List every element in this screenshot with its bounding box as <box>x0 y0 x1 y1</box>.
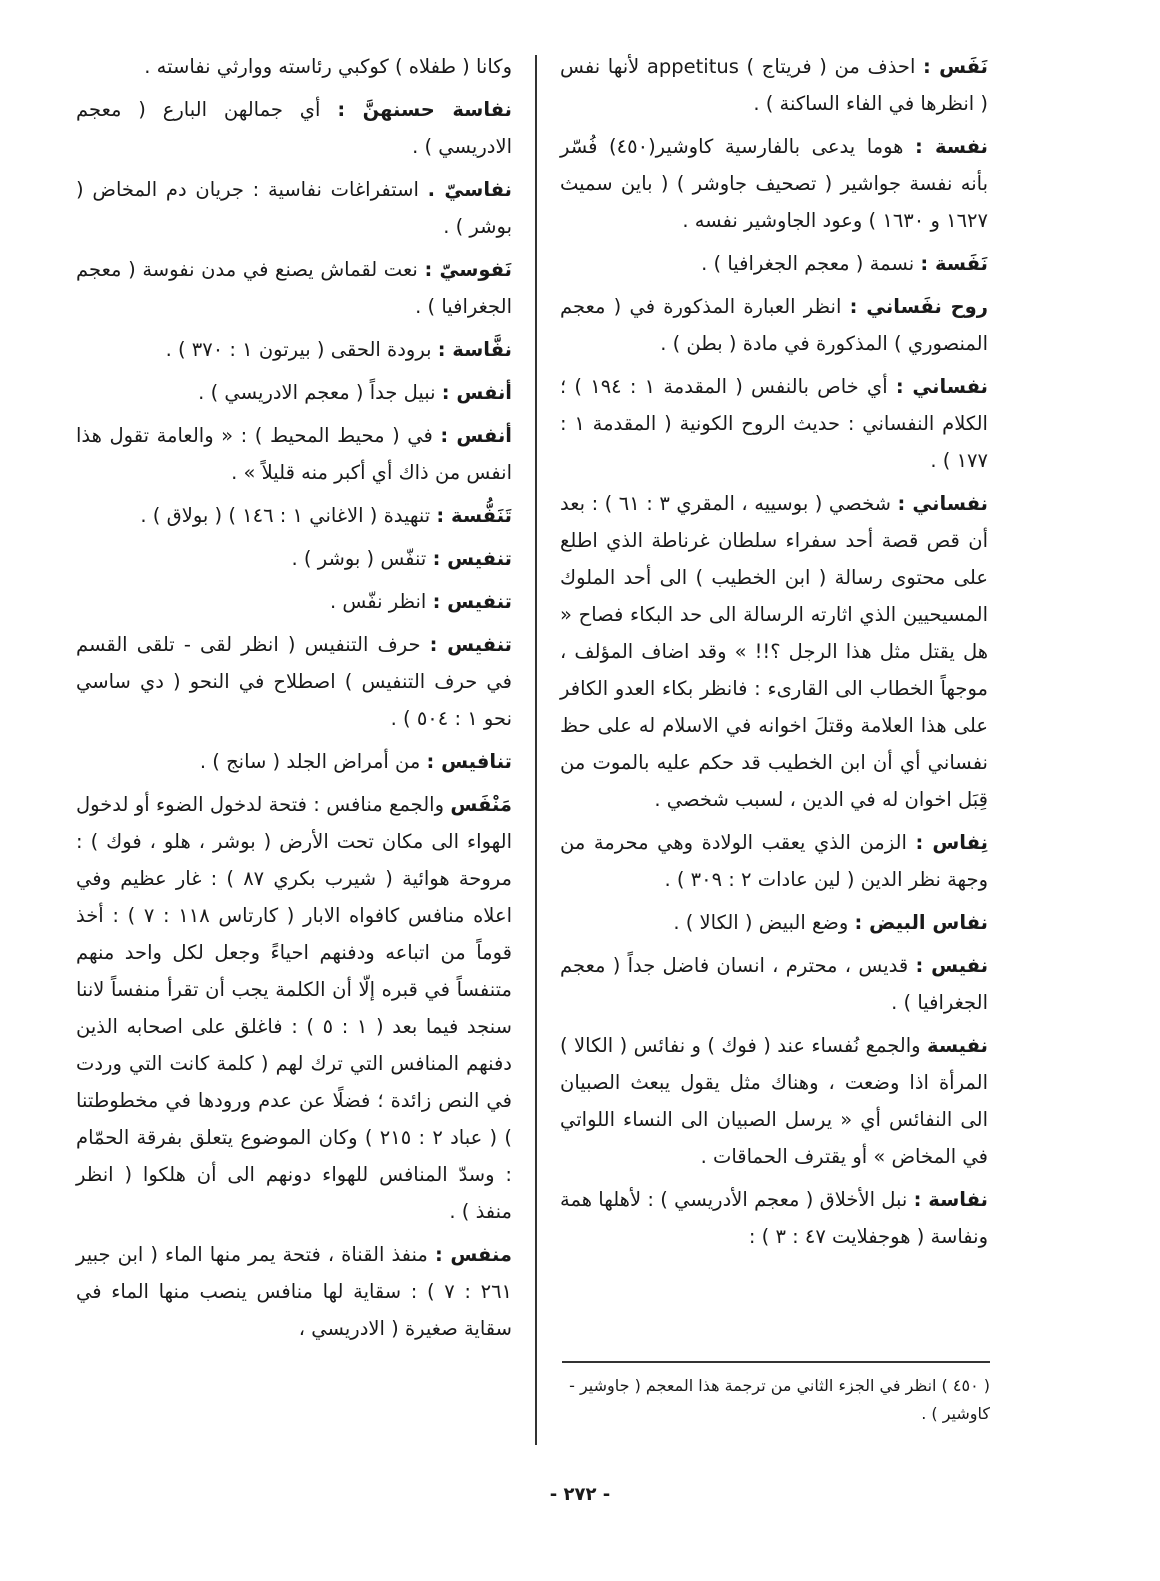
entry-headword: تنفيس : <box>432 547 512 570</box>
entry-text: الزمن الذي يعقب الولادة وهي محرمة من وجهة نظر الدين ( لين عادات ٢ : ٣٠٩ ) . <box>560 831 988 891</box>
dictionary-entry <box>76 583 512 620</box>
right-column <box>560 48 988 1261</box>
entry-headword: نفيس : <box>915 954 989 977</box>
entry-text: أي خاص بالنفس ( المقدمة ١ : ١٩٤ ) ؛ الكلام النفساني : حديث الروح الكونية ( المقدمة ١ : ١٧٧ ) . <box>560 375 988 472</box>
dictionary-entry <box>560 48 988 122</box>
entry-text: انظر العبارة المذكورة في ( معجم المنصوري ) المذكورة في مادة ( بطن ) . <box>560 295 988 355</box>
entry-headword: نفساني : <box>895 375 988 398</box>
dictionary-entry <box>76 251 512 325</box>
entry-headword: نفَّاسة : <box>437 338 512 361</box>
entry-headword: تنفيس : <box>432 590 512 613</box>
entry-headword: نفيسة <box>927 1034 988 1057</box>
dictionary-entry <box>560 485 988 818</box>
dictionary-entry <box>76 91 512 165</box>
dictionary-entry <box>76 417 512 491</box>
entry-text: نسمة ( معجم الجغرافيا ) . <box>701 252 915 275</box>
entry-text: نعت لقماش يصنع في مدن نفوسة ( معجم الجغرافيا ) . <box>76 258 512 318</box>
dictionary-entry <box>76 540 512 577</box>
entry-headword: نفاسة حسنهنَّ : <box>337 98 512 121</box>
entry-text: من أمراض الجلد ( سانج ) . <box>199 750 421 773</box>
entry-headword: نفساني : <box>897 492 988 515</box>
dictionary-entry <box>560 1181 988 1255</box>
dictionary-entry <box>560 1027 988 1175</box>
entry-text: وضع البيض ( الكالا ) . <box>673 911 849 934</box>
entry-text: قديس ، محترم ، انسان فاضل جداً ( معجم الجغرافيا ) . <box>560 954 988 1014</box>
dictionary-entry <box>560 245 988 282</box>
dictionary-entry <box>560 288 988 362</box>
entry-headword: تنافيس : <box>426 750 512 773</box>
entry-text: شخصي ( بوسييه ، المقري ٣ : ٦١ ) : بعد أن قص قصة أحد سفراء سلطان غرناطة الذي اطلع على محتوى رسالة ( ابن الخطيب ) الى أحد الملوك المسيحيين الذي اثارته الرسالة الى حد البكاء فصاح « هل يقتل مثل هذا الرجل ؟!! » وقد اضاف المؤلف ، موجهاً الخطاب الى القارىء : فانظر بكاء العدو الكافر على هذا العلامة وقتلَ اخوانه في الاسلام له على حظ نفساني أي أن ابن الخطيب قد حكم عليه بالموت من قِبَل اخوان له في الدين ، لسبب شخصي . <box>560 492 988 811</box>
entry-text: نبل الأخلاق ( معجم الأدريسي ) : لأهلها همة ونفاسة ( هوجفلايت ٤٧ : ٣ ) : <box>560 1188 988 1248</box>
entry-text: والجمع منافس : فتحة لدخول الضوء أو لدخول الهواء الى مكان تحت الأرض ( بوشر ، هلو ، فوك ) : مروحة هوائية ( شيرب بكري ٨٧ ) : غار عظيم وفي اعلاه منافس كافواه الابار ( كارتاس ١١٨ : ٧ ) : أخذ قوماً من اتباعه ودفنهم احياءً وجعل لكل واحد منهم متنفساً في قبره إلّا أن الكلمة يجب أن تقرأ منفساً لاننا سنجد فيما بعد ( ١ : ٥ ) : فاغلق على اصحابه الذين دفنهم المنافس التي ترك لهم ( كلمة كانت التي وردت في النص زائدة ؛ فضلًا عن عدم ورودها في مخطوطتنا ) ( عباد ٢ : ٢١٥ ) وكان الموضوع يتعلق بفرقة الحمّام : وسدّ المنافس للهواء دونهم الى أن هلكوا ( انظر منفذ ) . <box>76 793 513 1223</box>
entry-headword: تَنَفُّسة : <box>436 504 512 527</box>
entry-headword: نَفوسيّ : <box>424 258 513 281</box>
dictionary-entry <box>76 626 512 737</box>
dictionary-entry <box>76 48 512 85</box>
footnote: ( ٤٥٠ ) انظر في الجزء الثاني من ترجمة هذا المعجم ( جاوشير - كاوشير ) . <box>569 1376 990 1423</box>
entry-text: والجمع نُفساء عند ( فوك ) و نفائس ( الكالا ) المرأة اذا وضعت ، وهناك مثل يقول يبعث الصبيان الى النفائس أي « يرسل الصبيان الى النساء اللواتي في المخاض » أو يقترف الحماقات . <box>560 1034 988 1168</box>
page-number: - ٢٧٢ - <box>549 1484 611 1505</box>
dictionary-entry <box>76 331 512 368</box>
dictionary-entry <box>76 171 512 245</box>
entry-text: أي جمالهن البارع ( معجم الادريسي ) . <box>76 98 512 158</box>
dictionary-entry <box>560 904 988 941</box>
dictionary-entry <box>76 1236 512 1347</box>
entry-headword: تنفيس : <box>429 633 512 656</box>
entry-text: تنفّس ( بوشر ) . <box>291 547 427 570</box>
entry-text: في ( محيط المحيط ) : « والعامة تقول هذا انفس من ذاك أي أكبر منه قليلاً » . <box>76 424 512 484</box>
entry-headword: نفسة : <box>915 135 988 158</box>
entry-text: نبيل جداً ( معجم الادريسي ) . <box>198 381 436 404</box>
dictionary-entry <box>76 743 512 780</box>
dictionary-entry <box>560 947 988 1021</box>
footnote-rule <box>562 1361 990 1363</box>
entry-headword: منفس : <box>434 1243 512 1266</box>
entry-text: حرف التنفيس ( انظر لقى - تلقى القسم في حرف التنفيس ) اصطلاح في النحو ( دي ساسي نحو ١ : ٥٠٤ ) . <box>76 633 512 730</box>
entry-headword: نَفَسة : <box>920 252 988 275</box>
dictionary-entry <box>560 128 988 239</box>
entry-headword: نَفَس : <box>923 55 988 78</box>
left-column <box>76 48 512 1353</box>
entry-text: هوما يدعى بالفارسية كاوشير(٤٥٠) فُسّر بأنه نفسة جواشير ( تصحيف جاوشر ) ( باين سميث ١٦٢٧ و ١٦٣٠ ) وعود الجاوشير نفسه . <box>560 135 988 232</box>
dictionary-entry <box>560 824 988 898</box>
entry-headword: نفاسيّ . <box>427 178 513 201</box>
column-divider <box>535 55 537 1445</box>
entry-headword: نِفاس : <box>915 831 988 854</box>
entry-text: استفراغات نفاسية : جريان دم المخاض ( بوشر ) . <box>76 178 512 238</box>
dictionary-entry <box>76 374 512 411</box>
entry-text: انظر نفّس . <box>330 590 427 613</box>
dictionary-entry <box>76 497 512 534</box>
entry-headword: أنفس : <box>441 381 512 404</box>
entry-headword: نفاسة : <box>913 1188 988 1211</box>
entry-text: منفذ القناة ، فتحة يمر منها الماء ( ابن جبير ٢٦١ : ٧ ) : سقاية لها منافس ينصب منها الماء في سقاية صغيرة ( الادريسي ، <box>76 1243 513 1340</box>
dictionary-entry <box>560 368 988 479</box>
entry-headword: أنفس : <box>440 424 512 447</box>
entry-headword: نفاس البيض : <box>854 911 988 934</box>
entry-text: برودة الحقى ( بيرتون ١ : ٣٧٠ ) . <box>165 338 432 361</box>
entry-text: تنهيدة ( الاغاني ١ : ١٤٦ ) ( بولاق ) . <box>140 504 431 527</box>
entry-text: احذف من ( فريتاج ) appetitus لأنها نفس ( انظرها في الفاء الساكنة ) . <box>560 55 988 115</box>
dictionary-entry <box>76 786 512 1230</box>
entry-headword: روح نفَساني : <box>849 295 988 318</box>
entry-headword: مَنْفَس <box>450 793 513 816</box>
entry-text: وكانا ( طفلاه ) كوكبي رئاسته ووارثي نفاسته . <box>144 55 512 78</box>
